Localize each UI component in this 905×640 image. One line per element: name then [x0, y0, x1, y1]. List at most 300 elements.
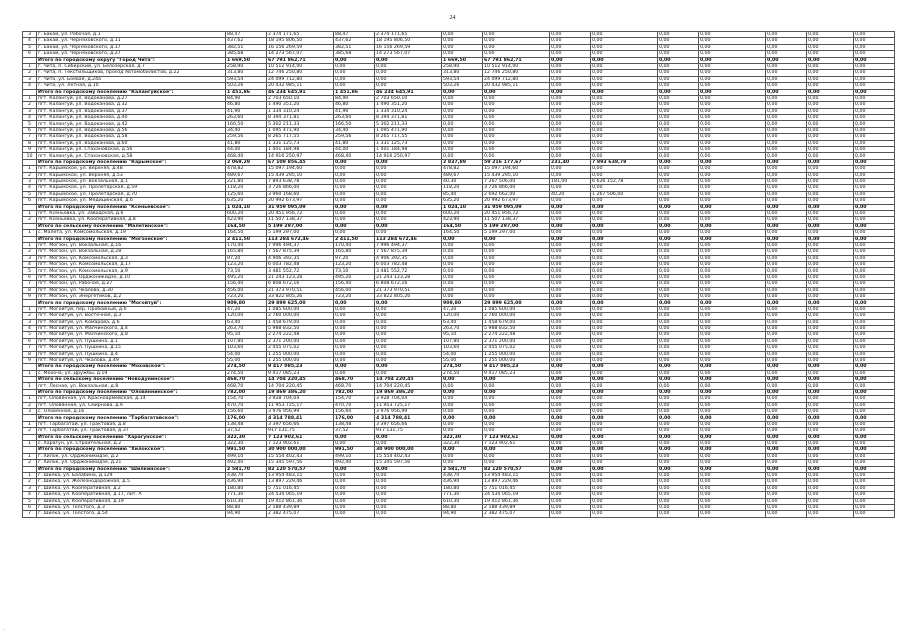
row-number-cell: 3	[23, 32, 37, 38]
value-cell: 0,00	[854, 351, 895, 357]
value-cell: 0,00	[375, 370, 442, 376]
value-cell: 0,00	[375, 57, 442, 63]
value-cell: 164,50	[442, 223, 483, 229]
value-cell: 0,00	[591, 230, 658, 236]
value-cell: 0,00	[807, 479, 854, 485]
value-cell: 0,00	[442, 415, 483, 421]
value-cell: 0,00	[807, 357, 854, 363]
row-number-cell: 3	[23, 76, 37, 82]
value-cell: 7 567 875,39	[267, 249, 334, 255]
value-cell: 14 704 220,45	[375, 377, 442, 383]
value-cell: 0,00	[591, 210, 658, 216]
value-cell: 103,60	[226, 345, 267, 351]
value-cell: 274,50	[442, 364, 483, 370]
value-cell: 0,00	[854, 236, 895, 242]
value-cell: 0,00	[854, 89, 895, 95]
value-cell: 24 534 065,19	[483, 492, 550, 498]
value-cell: 0,00	[658, 108, 699, 114]
value-cell: 468,70	[226, 377, 267, 383]
value-cell: 610,30	[226, 498, 267, 504]
value-cell: 0,00	[658, 115, 699, 121]
value-cell: 0,00	[334, 217, 375, 223]
address-cell: г. Чита, ул. Летная, д.10	[37, 83, 226, 89]
value-cell: 20 432 985,11	[267, 83, 334, 89]
value-cell: 0,00	[807, 447, 854, 453]
value-cell: 0,00	[591, 281, 658, 287]
value-cell: 0,00	[591, 63, 658, 69]
value-cell: 0,00	[699, 242, 766, 248]
value-cell: 0,00	[442, 389, 483, 395]
value-cell: 5 199 297,00	[267, 223, 334, 229]
value-cell: 0,00	[550, 504, 591, 510]
value-cell: 0,00	[658, 255, 699, 261]
value-cell: 0,00	[375, 338, 442, 344]
value-cell: 5 199 297,00	[267, 230, 334, 236]
value-cell: 0,00	[375, 300, 442, 306]
value-cell: 176,00	[226, 415, 267, 421]
value-cell: 0,00	[591, 351, 658, 357]
value-cell: 44,00	[226, 147, 267, 153]
row-number-cell: 2	[23, 428, 37, 434]
value-cell: 0,00	[699, 377, 766, 383]
address-cell: пгт. Оловянная, ул. Смирнова, д.6	[37, 402, 226, 408]
value-cell: 8 265 717,55	[375, 134, 442, 140]
value-cell: 19 869 386,20	[375, 389, 442, 395]
value-cell: 0,00	[442, 153, 483, 159]
value-cell: 0,00	[658, 504, 699, 510]
value-cell: 495,20	[334, 274, 375, 280]
value-cell: 322,30	[442, 441, 483, 447]
value-cell: 0,00	[854, 140, 895, 146]
value-cell: 1 401 184,98	[267, 147, 334, 153]
value-cell: 2 274 222,48	[483, 332, 550, 338]
value-cell: 0,00	[854, 242, 895, 248]
value-cell: 0,00	[699, 57, 766, 63]
value-cell: 165,80	[226, 249, 267, 255]
address-cell: пгт. Тарбагатай, ул. Трактовая, д.8	[37, 421, 226, 427]
value-cell: 0,00	[658, 466, 699, 472]
address-cell: пгт. Могойтуй, ул. Пушкина, д.15	[37, 345, 226, 351]
value-cell: 0,00	[807, 434, 854, 440]
value-cell: 0,00	[375, 325, 442, 331]
value-cell: 180,80	[226, 485, 267, 491]
value-cell: 489,67	[442, 172, 483, 178]
value-cell: 0,00	[854, 383, 895, 389]
value-cell: 15 345 597,56	[375, 460, 442, 466]
value-cell: 470,70	[334, 402, 375, 408]
value-cell: 164,50	[226, 230, 267, 236]
value-cell: 0,00	[699, 108, 766, 114]
value-cell: 0,00	[807, 338, 854, 344]
value-cell: 165,80	[334, 249, 375, 255]
value-cell: 0,00	[550, 319, 591, 325]
value-cell: 0,00	[591, 504, 658, 510]
value-cell: 2 374 171,65	[375, 32, 442, 38]
value-cell: 47,20	[226, 306, 267, 312]
value-cell: 0,00	[854, 332, 895, 338]
address-cell: Итого по городскому поселению "Оловяннинское":	[37, 389, 226, 395]
value-cell: 0,00	[766, 377, 807, 383]
value-cell: 0,00	[807, 409, 854, 415]
value-cell: 0,00	[807, 396, 854, 402]
value-cell: 0,00	[442, 147, 483, 153]
value-cell: 600,20	[442, 210, 483, 216]
value-cell: 0,00	[766, 300, 807, 306]
value-cell: 1 401 184,98	[375, 147, 442, 153]
value-cell: 0,00	[550, 83, 591, 89]
value-cell: 0,00	[766, 453, 807, 459]
value-cell: 259,56	[226, 134, 267, 140]
value-cell: 13 897 229,46	[267, 479, 334, 485]
value-cell: 0,00	[807, 498, 854, 504]
value-cell: 0,00	[699, 153, 766, 159]
value-cell: 0,00	[375, 76, 442, 82]
value-cell: 0,00	[550, 383, 591, 389]
value-cell: 9 417 085,23	[267, 370, 334, 376]
value-cell: 385,68	[334, 51, 375, 57]
value-cell: 20 451 956,72	[483, 210, 550, 216]
row-number-cell: 5	[23, 332, 37, 338]
address-cell: пгт. Калангуй, ул. Водоканова, д.42	[37, 121, 226, 127]
address-cell: пгт. Калангуй, ул. Стахановская, д.58	[37, 153, 226, 159]
value-cell: 0,00	[375, 159, 442, 165]
address-cell: с. Малета, ул. Комсомольская, д.19	[37, 230, 226, 236]
address-cell: г. Бакай, ул. Черняховского, д.27	[37, 51, 226, 57]
value-cell: 88,80	[226, 504, 267, 510]
value-cell: 0,00	[334, 345, 375, 351]
value-cell: 0,00	[854, 44, 895, 50]
value-cell: 0,00	[699, 268, 766, 274]
value-cell: 0,00	[658, 498, 699, 504]
value-cell: 0,00	[766, 364, 807, 370]
value-cell: 0,00	[483, 134, 550, 140]
value-cell: 0,00	[766, 32, 807, 38]
value-cell: 21 243 123,28	[267, 274, 334, 280]
value-cell: 0,00	[483, 102, 550, 108]
value-cell: 0,00	[334, 159, 375, 165]
value-cell: 7 123 902,61	[483, 441, 550, 447]
value-cell: 0,00	[658, 268, 699, 274]
value-cell: 0,00	[591, 32, 658, 38]
value-cell: 12 746 250,80	[483, 70, 550, 76]
value-cell: 181,00	[550, 178, 591, 184]
value-cell: 0,00	[766, 223, 807, 229]
address-cell: Итого по городскому поселению "Ксеньевское":	[37, 204, 226, 210]
value-cell: 0,00	[854, 185, 895, 191]
value-cell: 0,00	[483, 396, 550, 402]
value-cell: 0,00	[699, 383, 766, 389]
resettlement-table	[22, 31, 895, 518]
value-cell: 2 703 650,10	[267, 95, 334, 101]
address-cell: г. Чита, п. Сибирский, ул. Белозерская, д.7	[37, 63, 226, 69]
value-cell: 1 331 125,73	[375, 140, 442, 146]
value-cell: 0,00	[442, 32, 483, 38]
value-cell: 0,00	[483, 274, 550, 280]
value-cell: 0,00	[591, 121, 658, 127]
value-cell: 0,00	[550, 76, 591, 82]
value-cell: 0,00	[766, 108, 807, 114]
value-cell: 0,00	[658, 127, 699, 133]
value-cell: 2 760 000,00	[267, 313, 334, 319]
value-cell: 47,20	[442, 306, 483, 312]
value-cell: 0,00	[699, 166, 766, 172]
value-cell: 0,00	[766, 421, 807, 427]
value-cell: 2 069,29	[226, 159, 267, 165]
value-cell: 0,00	[483, 428, 550, 434]
value-cell: 0,00	[699, 434, 766, 440]
value-cell: 2 703 650,10	[375, 95, 442, 101]
value-cell: 0,00	[854, 441, 895, 447]
value-cell: 30 900 000,00	[267, 447, 334, 453]
value-cell: 16 156 269,59	[375, 44, 442, 50]
value-cell: 0,00	[766, 287, 807, 293]
value-cell: 0,00	[807, 76, 854, 82]
row-number-cell: 1	[23, 95, 37, 101]
value-cell: 1 024,10	[442, 204, 483, 210]
value-cell: 0,00	[854, 102, 895, 108]
value-cell: 0,00	[766, 434, 807, 440]
address-cell: пгт. Могойтуй, ул. Пушкина, д.1	[37, 338, 226, 344]
value-cell: 0,00	[375, 332, 442, 338]
value-cell: 263,60	[334, 115, 375, 121]
value-cell: 0,00	[375, 230, 442, 236]
value-cell: 0,00	[854, 319, 895, 325]
address-cell: пгт. Могойтуй, ул. Комарова, д.6	[37, 319, 226, 325]
value-cell: 0,00	[375, 492, 442, 498]
address-cell: г. Шилка, ул. Кооперативная, д.2	[37, 485, 226, 491]
value-cell: 258,90	[442, 63, 483, 69]
value-cell: 20 432 985,11	[483, 83, 550, 89]
value-cell: 0,00	[807, 83, 854, 89]
value-cell: 0,00	[854, 153, 895, 159]
value-cell: 0,00	[591, 396, 658, 402]
value-cell: 3 928 704,04	[267, 396, 334, 402]
value-cell: 0,00	[807, 121, 854, 127]
value-cell: 29 899 625,00	[267, 300, 334, 306]
row-number-cell: 4	[23, 262, 37, 268]
value-cell: 1 024,10	[226, 204, 267, 210]
value-cell: 0,00	[766, 242, 807, 248]
value-cell: 0,00	[854, 223, 895, 229]
value-cell: 14 704 220,45	[267, 377, 334, 383]
address-cell: пгт. Калангуй, ул. Водоканова, д.27	[37, 95, 226, 101]
value-cell: 11 953 725,17	[375, 402, 442, 408]
address-cell: Итого по городскому поселению "Моховское":	[37, 364, 226, 370]
value-cell: 0,00	[550, 249, 591, 255]
value-cell: 0,00	[591, 95, 658, 101]
value-cell: 0,00	[658, 383, 699, 389]
address-cell: Итого по городскому поселению "Шилкинское":	[37, 466, 226, 472]
value-cell: 2 837,89	[442, 159, 483, 165]
value-cell: 14 704 220,45	[267, 383, 334, 389]
value-cell: 0,00	[658, 38, 699, 44]
value-cell: 0,00	[807, 70, 854, 76]
value-cell: 33 822 805,26	[375, 294, 442, 300]
value-cell: 0,00	[591, 51, 658, 57]
value-cell: 423,90	[442, 217, 483, 223]
value-cell: 0,00	[550, 57, 591, 63]
value-cell: 0,00	[766, 217, 807, 223]
value-cell: 0,00	[591, 153, 658, 159]
value-cell: 7 567 875,39	[375, 249, 442, 255]
value-cell: 0,00	[550, 364, 591, 370]
value-cell: 0,00	[591, 217, 658, 223]
value-cell: 0,00	[854, 191, 895, 197]
page-number: 24	[449, 15, 456, 21]
value-cell: 0,00	[766, 140, 807, 146]
row-number-cell: 7	[23, 345, 37, 351]
value-cell: 0,00	[591, 421, 658, 427]
row-number-cell: 4	[23, 83, 37, 89]
value-cell: 118,20	[226, 185, 267, 191]
value-cell: 0,00	[699, 191, 766, 197]
value-cell: 3 397 656,66	[267, 421, 334, 427]
value-cell: 322,30	[226, 434, 267, 440]
value-cell: 0,00	[854, 147, 895, 153]
value-cell: 0,00	[699, 396, 766, 402]
value-cell: 0,00	[807, 166, 854, 172]
value-cell: 0,00	[550, 242, 591, 248]
value-cell: 0,00	[807, 472, 854, 478]
row-number-cell: 1	[23, 370, 37, 376]
row-number-cell: 2	[23, 102, 37, 108]
value-cell: 0,00	[766, 185, 807, 191]
value-cell: 0,00	[699, 185, 766, 191]
value-cell: 0,00	[550, 434, 591, 440]
value-cell: 0,00	[591, 332, 658, 338]
value-cell: 423,90	[226, 217, 267, 223]
value-cell: 0,00	[807, 57, 854, 63]
value-cell: 170,40	[226, 242, 267, 248]
value-cell: 103,60	[442, 345, 483, 351]
value-cell: 0,00	[591, 287, 658, 293]
value-cell: 0,00	[807, 492, 854, 498]
value-cell: 0,00	[591, 76, 658, 82]
address-cell: пгт. Могзон, ул. Чкалова, д.30	[37, 287, 226, 293]
value-cell: 2 411,50	[334, 236, 375, 242]
value-cell: 0,00	[442, 383, 483, 389]
value-cell: 88,47	[226, 32, 267, 38]
value-cell: 0,00	[591, 127, 658, 133]
value-cell: 0,00	[854, 204, 895, 210]
value-cell: 0,00	[699, 453, 766, 459]
value-cell: 0,00	[699, 447, 766, 453]
value-cell: 0,00	[658, 262, 699, 268]
value-cell: 0,00	[658, 294, 699, 300]
value-cell: 0,00	[699, 262, 766, 268]
value-cell: 593,54	[442, 76, 483, 82]
value-cell: 82 120 570,57	[483, 466, 550, 472]
value-cell: 0,00	[591, 306, 658, 312]
address-cell: пгт. Могзон, ул. Вокзальная, д.16	[37, 242, 226, 248]
value-cell: 495,20	[226, 274, 267, 280]
value-cell: 0,00	[483, 389, 550, 395]
value-cell: 0,00	[854, 262, 895, 268]
value-cell: 0,00	[766, 306, 807, 312]
value-cell: 0,00	[591, 236, 658, 242]
value-cell: 156,40	[334, 281, 375, 287]
value-cell: 0,00	[483, 140, 550, 146]
value-cell: 4 906 392,35	[375, 255, 442, 261]
value-cell: 0,00	[591, 460, 658, 466]
value-cell: 0,00	[658, 185, 699, 191]
value-cell: 0,00	[483, 421, 550, 427]
value-cell: 0,00	[854, 217, 895, 223]
row-number-cell: 6	[23, 198, 37, 204]
value-cell: 0,00	[591, 268, 658, 274]
value-cell: 0,00	[334, 338, 375, 344]
value-cell: 24 534 065,19	[267, 492, 334, 498]
value-cell: 15 554 402,43	[375, 453, 442, 459]
value-cell: 15 554 402,43	[267, 453, 334, 459]
value-cell: 0,00	[854, 76, 895, 82]
value-cell: 84,90	[226, 95, 267, 101]
address-cell: пгт. Карымское, ул. Вокзальная, д.1	[37, 178, 226, 184]
value-cell: 0,00	[807, 377, 854, 383]
value-cell: 0,00	[658, 377, 699, 383]
value-cell: 0,00	[550, 236, 591, 242]
value-cell: 0,00	[483, 51, 550, 57]
value-cell: 0,00	[591, 204, 658, 210]
value-cell: 221,80	[226, 178, 267, 184]
value-cell: 0,00	[658, 485, 699, 491]
value-cell: 3 976 956,99	[375, 409, 442, 415]
value-cell: 0,00	[375, 351, 442, 357]
value-cell: 0,00	[375, 166, 442, 172]
value-cell: 0,00	[483, 409, 550, 415]
value-cell: 0,00	[658, 364, 699, 370]
row-number-cell: 2	[23, 217, 37, 223]
value-cell: 5 751 016,45	[267, 485, 334, 491]
value-cell: 0,00	[658, 306, 699, 312]
value-cell: 15 345 597,56	[267, 460, 334, 466]
value-cell: 1 490 351,20	[375, 102, 442, 108]
value-cell: 0,00	[699, 178, 766, 184]
value-cell: 610,30	[442, 498, 483, 504]
value-cell: 0,00	[375, 204, 442, 210]
value-cell: 0,00	[854, 453, 895, 459]
value-cell: 120,00	[226, 313, 267, 319]
address-cell: пгт. Калангуй, ул. Водоканова, д.37	[37, 108, 226, 114]
value-cell: 0,00	[550, 287, 591, 293]
address-cell: г. Шилка, ул. Кооперативная, д.17, лит. А	[37, 492, 226, 498]
value-cell: 0,00	[550, 428, 591, 434]
value-cell: 0,00	[766, 319, 807, 325]
value-cell: 0,00	[658, 325, 699, 331]
address-cell: Итого по городскому округу "Город Чита":	[37, 57, 226, 63]
value-cell: 593,54	[226, 76, 267, 82]
value-cell: 0,00	[807, 140, 854, 146]
value-cell: 0,00	[550, 332, 591, 338]
address-cell: пгт. Калангуй, ул. Водоканова, д.58	[37, 134, 226, 140]
value-cell: 0,00	[699, 441, 766, 447]
value-cell: 19 869 386,20	[267, 389, 334, 395]
address-cell: г. Хилок, ул. Орджоникидзе, д.2	[37, 453, 226, 459]
value-cell: 0,00	[550, 377, 591, 383]
value-cell: 0,00	[854, 485, 895, 491]
value-cell: 0,00	[442, 274, 483, 280]
value-cell: 991,50	[226, 447, 267, 453]
value-cell: 0,00	[658, 210, 699, 216]
value-cell: 0,00	[766, 447, 807, 453]
value-cell: 0,00	[591, 262, 658, 268]
value-cell: 113 284 672,46	[375, 236, 442, 242]
row-number-cell: 2	[23, 249, 37, 255]
value-cell: 125,60	[226, 191, 267, 197]
value-cell: 107,80	[226, 338, 267, 344]
value-cell: 0,00	[550, 134, 591, 140]
value-cell: 2 382 475,07	[483, 511, 550, 517]
